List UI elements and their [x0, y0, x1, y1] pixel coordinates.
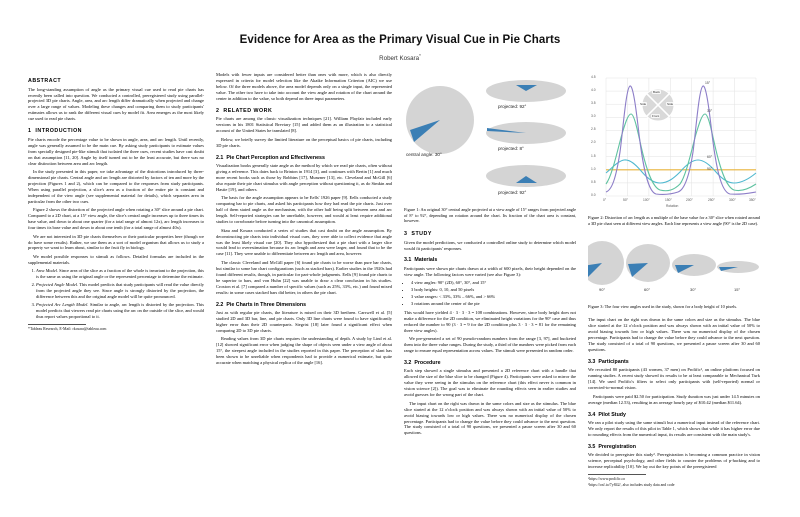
- chart-xtick-150: 150°: [665, 198, 672, 203]
- title-block: [28, 34, 772, 62]
- figure-3-label-30: 30°: [690, 287, 697, 293]
- participants-p0: We recruited 80 participants (43 women, 37 men) on Prolific¹, an online platform focused on running studies. A recent study showed its results to be at least comparable to Mechanical Turk [14]. We used Prolific's filters to select only participants with (self-reported) normal or corrected-to-normal vision.: [588, 367, 760, 391]
- column-1: [28, 72, 204, 332]
- footnote-separator-right: [588, 474, 646, 475]
- procedure-heading: Procedure: [414, 359, 441, 366]
- intro-p2: In the study presented in this paper, we take advantage of the distortions introduced by three-dimensional pie charts. Central angle and arc length are distorted by factors of ten and more by the projection (Figures 1 and 2), which can be compared to the responses from study participants. When using parallel projection, a slice's area as a fraction of the entire pie is constant and independent of the view angle (see supplemental material for details), which separates area in particular from the other two cues.: [28, 169, 204, 204]
- intro-number: 1: [28, 128, 32, 135]
- chart-ytick-2-5: 2.5: [591, 127, 596, 132]
- perception-number: 2.1: [216, 154, 224, 161]
- procedure-p0: Each step showed a single stimulus and presented a 2D reference chart with a handle that allowed the size of the blue slice to be changed (Figure 4). Participants were asked to mirror the value they were seeing in the stimulus on the reference chart (this effect never is common in vision science [2]). The goal was to eliminate the rounding effects seen in earlier studies and avoid guesses for the wrong part of the chart.: [404, 368, 576, 398]
- footnote-prolific: ¹https://www.prolific.co: [588, 477, 626, 482]
- section-heading-pilot: [588, 412, 760, 418]
- perception-p1: The basis for the angle assumption appears to be Eells' 1926 paper [9]. Eells conducted a study comparing bar to pie charts, and asked his participants how they had read the pie charts. Just over half of them stated angle as the mechanism, with the other half being split between area and arc length. Self-reported strategies can be unreliable, however, and would at least require additional studies to corroborate before turning into the canonical assumption.: [216, 195, 392, 225]
- perception-heading: Pie Chart Perception and Effectiveness: [226, 154, 325, 161]
- figure-2-graphic: [588, 72, 760, 212]
- related-number: 2: [216, 107, 220, 114]
- intro-p4: We are not interested in 3D pie charts themselves or their particular properties here (though we do have some results). Rather, we use them as a sort of model organism that allows us to study a property we want to learn about, similar to the fruit fly in biology.: [28, 233, 204, 251]
- chart-ytick-0-5: 0.5: [591, 180, 596, 185]
- series-label-90: 90°: [707, 167, 713, 172]
- chart-ytick-0-0: 0.0: [591, 193, 596, 198]
- twodim-number: 2.2: [216, 301, 224, 308]
- chart-ytick-3-5: 3.5: [591, 101, 596, 106]
- materials-heading: Materials: [414, 257, 438, 264]
- column-container: [28, 72, 772, 488]
- twodim-p1: Reading values from 3D pie charts requires the understanding of depth. A study by Lind et al. [12] showed significant error when judging the shape of objects seen under a view angle of about 15°, the steepest angle included in the studies reported in this paper. The perception of slant has been shown to be unreliable when respondents had to provide a numerical estimate, but quite accurate when matching a physical replica of the angle [16].: [216, 336, 392, 366]
- inset-label-front: Front: [652, 114, 660, 119]
- materials-outro2: We pre-generated a set of 90 pseudo-random numbers from the range [3, 97], and bucketed them into the three value ranges. During the study, a third of the numbers were picked from each range to ensure equal representation across values. The stimuli were presented in random order.: [404, 336, 576, 353]
- materials-intro: Participants were shown pie charts drawn at a width of 600 pixels, their height depended on the view angle. The following factors were varied (see also Figure 3):: [404, 265, 576, 277]
- series-label-60: 60°: [707, 155, 713, 160]
- series-label-30: 30°: [707, 109, 713, 114]
- abstract-text: The long-standing assumption of angle as the primary visual cue used to read pie charts has recently been called into question. We conducted a controlled, preregistered study using parallel-projected 3D pie charts. Angle, area, and arc length differ dramatically when projected and change over a large range of values. Modeling these changes and comparing them to study participants' estimates allows us to rank the different visual cues by model fit. Area emerges as the most likely cue used to read pie charts.: [28, 86, 204, 122]
- chart-gridlines: [606, 78, 756, 196]
- chart-series-15: [606, 86, 756, 194]
- column-4: [588, 72, 760, 488]
- section-heading-materials: [404, 257, 576, 263]
- chart-ytick-2-0: 2.0: [591, 140, 596, 145]
- section-heading-preregistration: [588, 444, 760, 450]
- intro-p1: Pie charts encode the percentage value to be shown in angle, area, and arc length. Until recently, angle was generally assumed to be the main cue. By asking study participants to estimate values from specially designed pie-like stimuli that isolated the three cues, recent studies have cast doubt on that assumption [11, 20]. Angle by itself turned out to be the least accurate, but there was no clear distinction between area and arc length.: [28, 136, 204, 166]
- author-footnote: *Tableau Research, E-Mail: rkosara@tableau.com: [28, 326, 107, 331]
- column-2: [216, 72, 392, 369]
- chart-ytick-3-0: 3.0: [591, 114, 596, 119]
- series-label-15: 15°: [705, 81, 711, 86]
- chart-xtick-50: 50°: [623, 198, 628, 203]
- related-heading: RELATED WORK: [223, 107, 273, 114]
- chart-ytick-4-0: 4.0: [591, 88, 596, 93]
- inset-label-side-left: Side: [640, 102, 647, 107]
- model-item-projected-angle: 2. Projected Angle Model. This model predicts that study participants will read the value directly from the projected angle they see. Since angle is strongly distorted by the projection, the difference between this and the original angle model will be quite pronounced.: [36, 282, 204, 300]
- participants-heading: Participants: [598, 358, 629, 365]
- study-intro: Given the model predictions, we conducted a controlled online study to determine which model would fit participants' responses.: [404, 239, 576, 251]
- perception-p2: Skau and Kosara conducted a series of studies that cast doubt on the angle assumption. By deconstructing pie charts into individual visual cues, they were able to collect evidence that angle was the least likely visual cue [20]. They also hypothesized that a pie chart with a larger slice would lead to overestimation because its arc length and area were larger, and found that to be the case [11]. They were unable to differentiate between arc length and area, however.: [216, 227, 392, 257]
- chart-series-60: [606, 160, 756, 183]
- procedure-p1: The input chart on the right was drawn in the same colors and size as the stimulus. The blue slice started at the 12 o'clock position and was always shown with an initial value of 50% to avoid biasing towards low or high values. There was no numerical display of the chosen percentage. Participants had to change the value before they could advance to the next question. The study consisted of a total of 90 questions, we presented a pause screen after 30 and 60 questions.: [404, 400, 576, 436]
- figure-1-caption: Figure 1: An original 30° central angle projected at a view angle of 15° ranges from projected angle of 8° to 92°, depending on rotation around the chart. Its fraction of the chart area is constant, however.: [404, 207, 576, 224]
- figure-1: [404, 72, 576, 204]
- study-number: 3: [404, 231, 408, 238]
- footnote-separator: [28, 324, 86, 325]
- materials-bullet-body-heights: • 3 body heights: 0, 10, and 50 pixels: [411, 287, 576, 293]
- participants-number: 3.3: [588, 358, 596, 365]
- participants-pre: The input chart on the right was drawn in the same colors and size as the stimulus. The blue slice started at the 12 o'clock position and was always shown with an initial value of 50% to avoid biasing towards low or high values. There was no numerical display of the chosen percentage. Participants had to change the value before they could advance to the next question. The study consisted of a total of 90 questions, we presented a pause screen after 30 and 60 questions.: [588, 317, 760, 352]
- materials-bullet-value-ranges: • 3 value ranges: < 33%, 33% – 66%, and > 66%: [411, 294, 576, 300]
- figure-1-central-angle-label: central angle: 30°: [406, 152, 442, 158]
- model-item-projected-arc: 3. Projected Arc Length Model. Similar to angle, arc length is distorted by the projection. This model predicts that viewers read pie charts using the arc on the outside of the slice, and would thus report values proportional to it.: [36, 302, 204, 320]
- figure-3: [588, 233, 760, 301]
- author-name: Robert Kosara: [379, 55, 420, 63]
- figure-3-caption: Figure 3: The four view angles used in the study, shown for a body height of 10 pixels.: [588, 304, 738, 310]
- materials-bullet-rotations: • 3 rotations around the center of the pie: [411, 301, 576, 307]
- chart-xaxis-label: Rotation: [666, 204, 679, 209]
- page-title: Evidence for Area as the Primary Visual Cue in Pie Charts: [239, 34, 561, 46]
- related-p2: Below, we briefly survey the limited literature on the perceptual basics of pie charts, including 3D pie charts.: [216, 136, 392, 148]
- pilot-heading: Pilot Study: [598, 411, 626, 418]
- chart-xtick-300: 300°: [729, 198, 736, 203]
- model-list: [28, 268, 204, 320]
- figure-3-label-90: 90°: [599, 287, 606, 293]
- figure-2-caption: Figure 2: Distortion of arc length as a multiple of the base value for a 30° slice when rotated around a 3D pie chart seen at different view angles. Each line represents a view angle (90° is the 2D case).: [588, 215, 760, 226]
- section-heading-procedure: [404, 360, 576, 366]
- intro-p5: We model possible responses to stimuli as follows. Detailed formulas are included in the supplemental materials.: [28, 253, 204, 265]
- procedure-number: 3.2: [404, 359, 412, 366]
- participants-p1: Participants were paid $2.50 for participation. Study duration was just under 14.5 minutes on average (median 12.53), resulting in an average hourly pay of $10.42 (median $11.64).: [588, 393, 760, 405]
- section-heading-study: [404, 231, 576, 237]
- prereg-p0: We decided to preregister this study². Preregistration is becoming a common practice in vision science, perceptual psychology, and other fields to counter the problems of p-hacking and to increase replicability [10]. We lay out the key points of the preregistered: [588, 452, 760, 470]
- intro-p3: Figure 2 shows the distortion of the projected angle when rotating a 30° slice around a pie chart. Compared to a 2D chart, at a 15° view angle, the slice's central angle increases up to three times its base value, and down to about one quarter (for a total range of almost 12x), arc length increases to four times its base value and down to about one tenth (for a total range of almost 40x).: [28, 207, 204, 231]
- figure-2: [588, 72, 760, 212]
- section-heading-participants: [588, 359, 760, 365]
- chart-ytick-4-5: 4.5: [591, 75, 596, 80]
- section-heading-related: [216, 108, 392, 114]
- chart-series-30: [606, 114, 756, 191]
- inset-label-side-right: Side: [667, 102, 674, 107]
- chart-ytick-1-5: 1.5: [591, 154, 596, 159]
- prereg-heading: Preregistration: [598, 443, 637, 450]
- materials-bullet-list: [404, 280, 576, 307]
- twodim-heading: Pie Charts in Three Dimensions: [226, 301, 307, 308]
- related-p1: Pie charts are among the classic visualization techniques [21]. William Playfair included early versions in his 1801 Statistical Breviary [15] and added them as an illustration to a statistical account of the United States he translated [8].: [216, 116, 392, 134]
- chart-ytick-1-0: 1.0: [591, 167, 596, 172]
- twodim-p0: Just as with regular pie charts, the literature is mixed on their 3D brethren. Carswell et al. [5] studied 2D and 3D bar, line, and pie charts. Only 3D line charts were found to have significantly higher error than their 2D counterparts. Siegrist [18] later found a significant effect when comparing 2D to 3D pie charts.: [216, 310, 392, 333]
- section-heading-3d: [216, 302, 392, 308]
- author-line: [28, 53, 772, 62]
- model-item-area: 1. Area Model. Since area of the slice as a fraction of the whole is invariant to the projection, this is the same as using the original angle or the represented percentage to determine the estimate.: [36, 268, 204, 280]
- pilot-p0: We ran a pilot study using the same stimuli but a numerical input instead of the reference chart. We only report the results of this pilot in Table 1, which shows that while it has higher error due to rounding effects from the numerical input, its results are consistent with the main study's.: [588, 420, 760, 437]
- chart-xtick-350: 350°: [749, 198, 756, 203]
- figure-1-projected-label-1: projected: 92°: [498, 104, 527, 110]
- chart-xtick-200: 200°: [686, 198, 693, 203]
- chart-xtick-0: 0°: [603, 198, 607, 203]
- related-p0: Models with fewer inputs are considered better than ones with more, which is also directly expressed in criteria for model selection like the Akaike Information Criterion (AIC) we use below. Of the three models above, the area model depends only on a single input, the represented value. The other two have to take into account the view angle and rotation of the chart around the center in addition to the value, so both depend on three input parameters.: [216, 72, 392, 101]
- perception-p0: Visualization books generally state angle as the method by which we read pie charts, often without giving a reference. This dates back to Brinton in 1914 [3], and continues with Bertin [1] and much more recent books such as those by Robbins [17], Munzner [13], etc. Cleveland and McGill [6] also equate their pie chart stimulus with angle perception without questioning it, as do Simkin and Hastie [19], and others.: [216, 163, 392, 192]
- materials-outro: This would have yielded 4 · 3 · 3 · 3 = 108 combinations. However, since body height does not make a difference for the 2D condition, we eliminated height variations for the 90° case and thus reduced the number to 90 (3 · 3 = 9 for the 2D condition plus 3 · 3 · 3 = 81 for the remaining three view angles).: [404, 309, 576, 333]
- author-marker: *: [419, 53, 421, 58]
- materials-bullet-view-angles: • 4 view angles: 90° (2D), 60°, 30°, and 15°: [411, 280, 576, 286]
- figure-3-label-60: 60°: [644, 287, 651, 293]
- figure-1-projected-label-3: projected: 92°: [498, 190, 527, 196]
- study-heading: STUDY: [411, 231, 432, 238]
- section-heading-intro: [28, 128, 204, 134]
- footnote-osf: ²https://osf.io/7y842/, also includes study data and code: [588, 482, 675, 487]
- figure-1-graphic: [404, 72, 576, 204]
- abstract-heading: ABSTRACT: [28, 78, 62, 85]
- perception-p3: The classic Cleveland and McGill paper [6] found pie charts to be worse than pure bar charts, but similar to some bar chart configurations (such as stacked bars). Earlier studies in the 1920s had found different results, though, in particular for part-whole judgments. Eells [9] found pie charts to be superior to bars, and von Huhn [22] was unable to draw a clear conclusion in his studies. Croxton et al. [7] compared a number of specific values (such as 25%, 33%, etc.) and found mixed results: in some cases stacked bars did better, in others the pie chart.: [216, 259, 392, 295]
- pilot-number: 3.4: [588, 411, 596, 418]
- figure-1-projected-label-2: projected: 8°: [498, 146, 524, 152]
- column-3: [404, 72, 576, 439]
- figure-3-label-15: 15°: [734, 287, 741, 293]
- materials-number: 3.1: [404, 257, 412, 264]
- prereg-number: 3.5: [588, 443, 596, 450]
- chart-xtick-250: 250°: [708, 198, 715, 203]
- intro-heading: INTRODUCTION: [35, 128, 83, 135]
- inset-label-back: Back: [653, 90, 660, 95]
- view-angle-pie-90: [588, 241, 624, 285]
- chart-xtick-100: 100°: [643, 198, 650, 203]
- section-heading-perception: [216, 155, 392, 161]
